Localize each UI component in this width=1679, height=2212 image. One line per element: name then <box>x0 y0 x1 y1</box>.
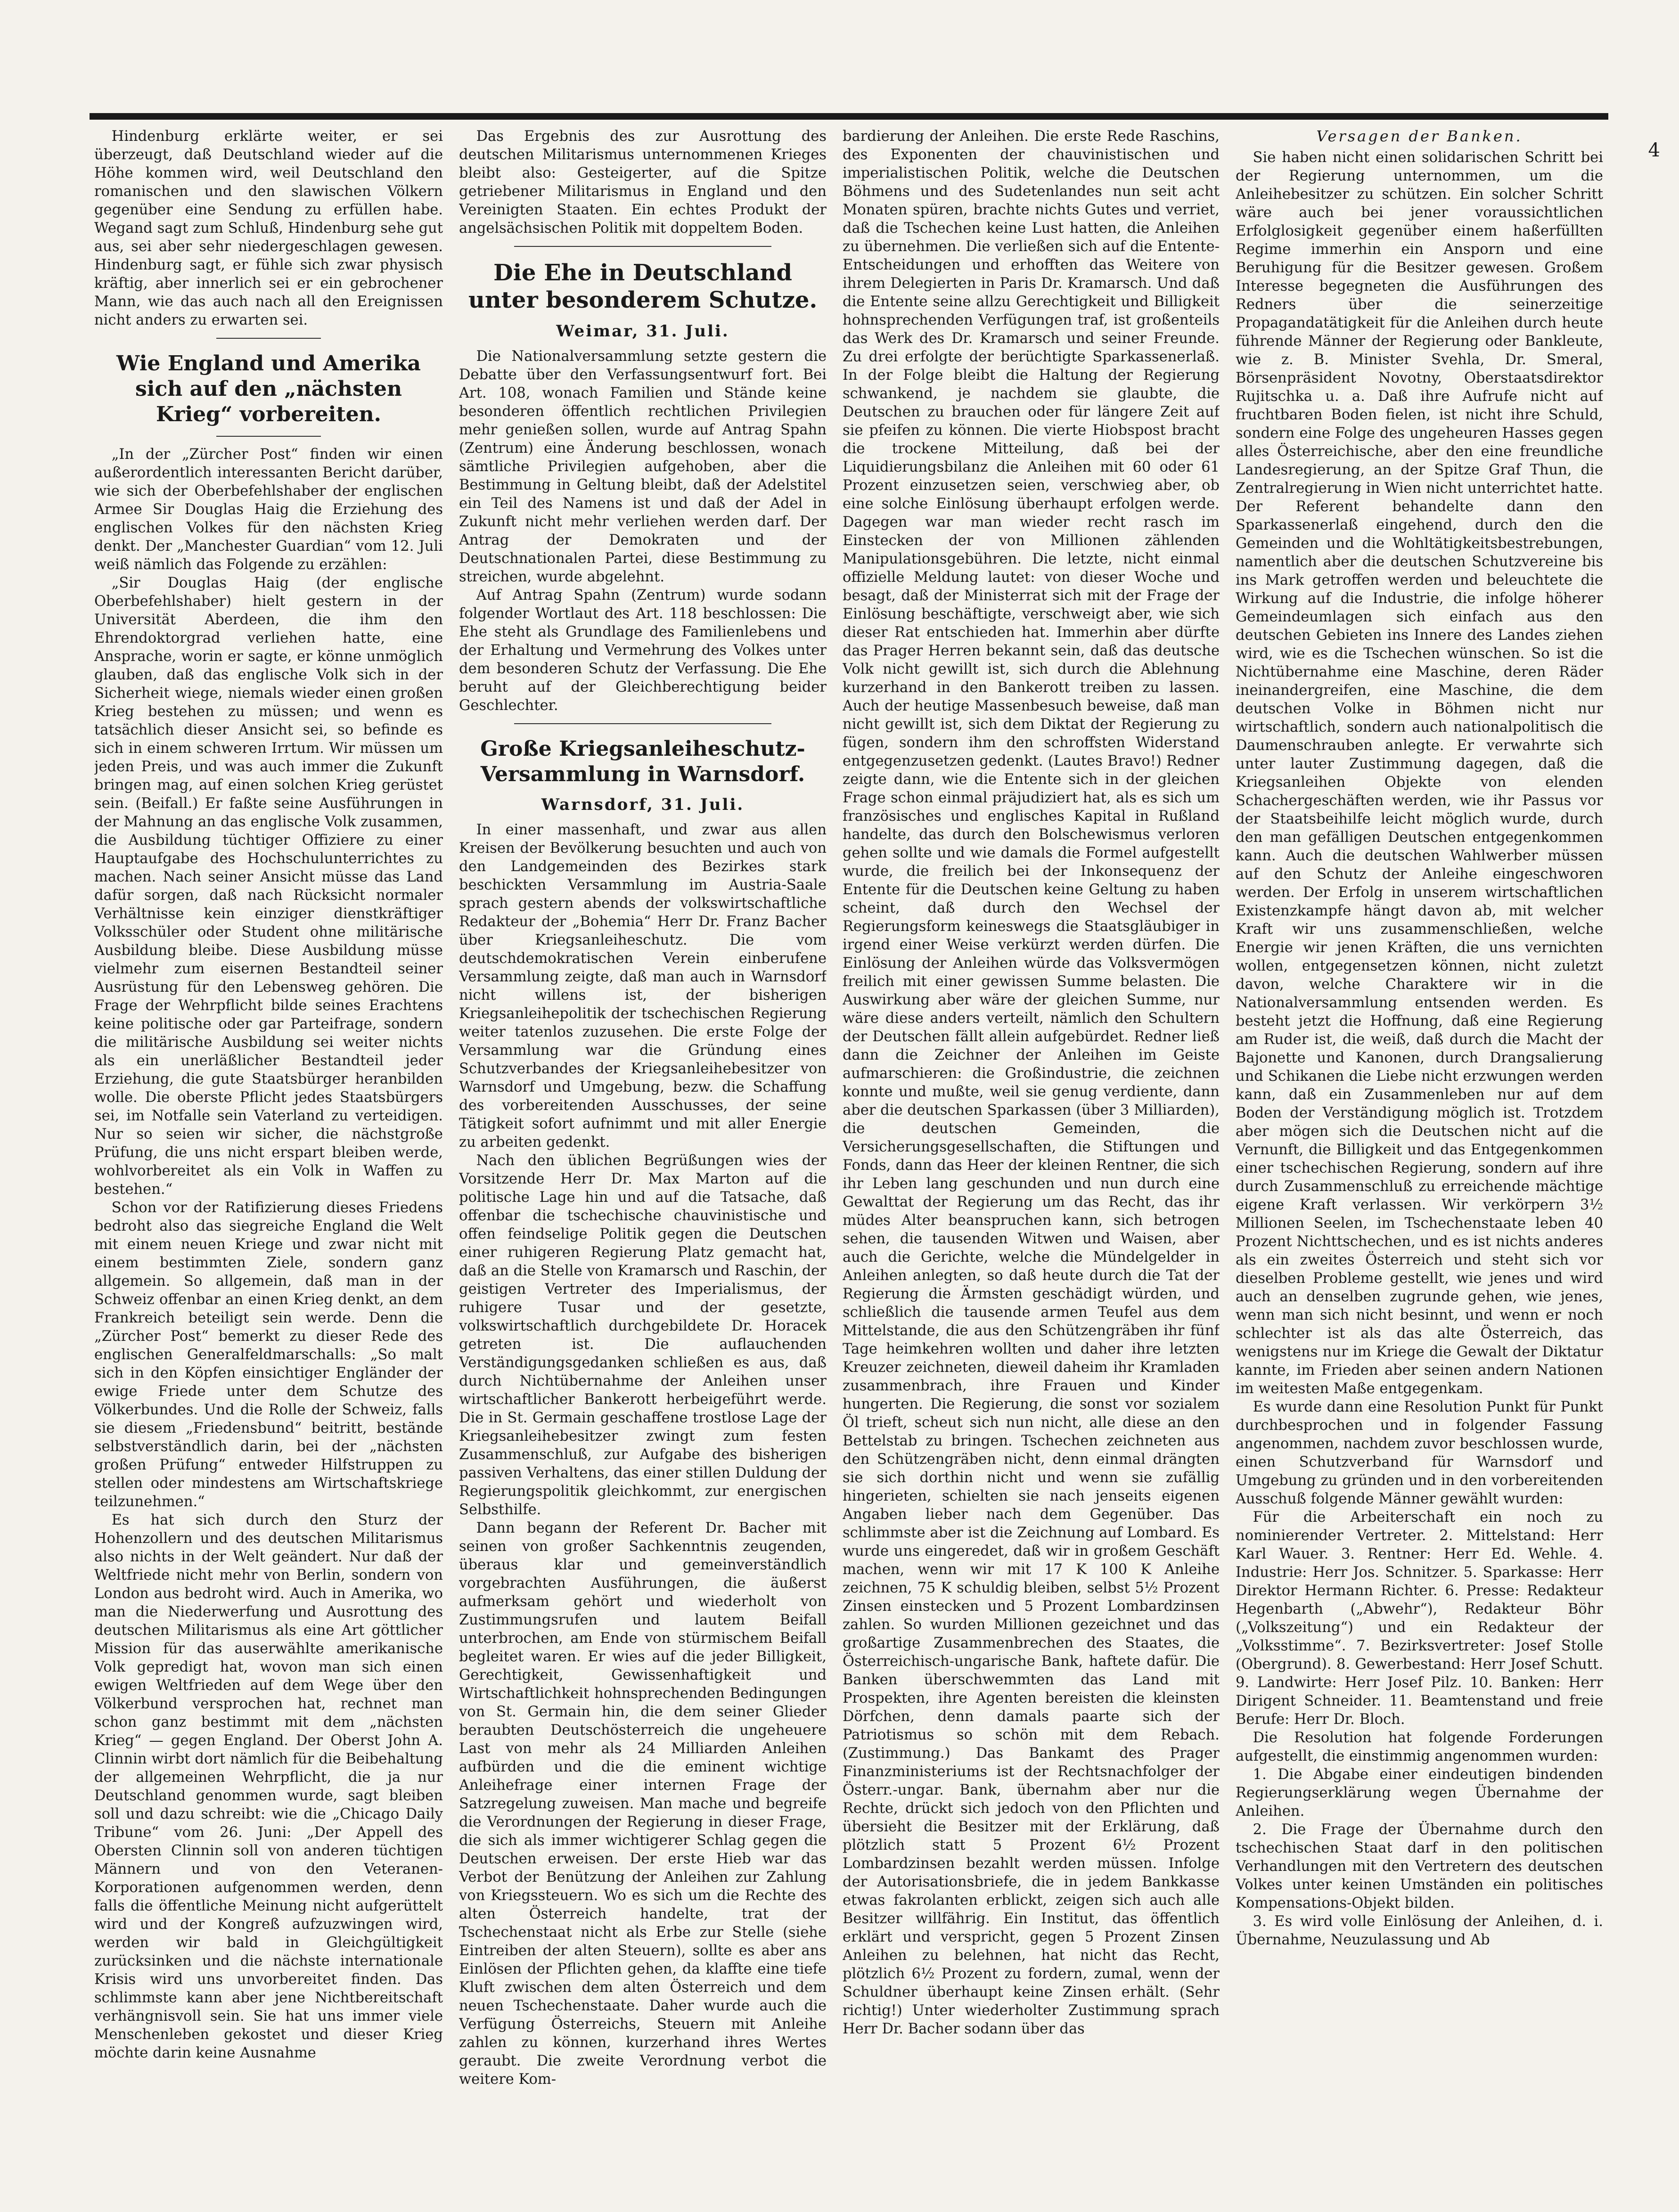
article-heading: Wie England und Amerika sich auf den „nächsten Krieg“ vorbereiten. <box>116 351 421 426</box>
column-4 <box>1236 127 1603 2186</box>
article-paragraph: Die Resolution hat folgende Forderungen aufgestellt, die einstimmig angenommen wurden: <box>1236 1730 1603 1764</box>
columns <box>94 127 1602 2186</box>
article-heading: Große Kriegsanleiheschutz-Versammlung in Warnsdorf. <box>480 737 805 786</box>
article-paragraph: Nach den üblichen Begrüßungen wies der Vorsitzende Herr Dr. Max Marton auf die politische Lage hin und auf die Tatsache, daß offenbar die tschechische chauvinistische und offen feindselige Politik gegen die Deutschen einer ruhigeren Regierung Platz gemacht hat, daß an die Stelle von Kramarsch und Raschin, der geistigen Vertreter des Imperialismus, der ruhigere Tusar und der gesetzte, volkswirtschaftlich durchgebildete Dr. Horacek getreten ist. Die auflauchenden Verständigungsgedanken schließen es aus, daß durch Nichtübernahme der Anleihen unser wirtschaftlicher Bankerott herbeigeführt werde. Die in St. Germain geschaffene trostlose Lage der Kriegsanleihebesitzer zwingt zum festen Zusammenschluß, zur Aufgabe des bisherigen passiven Verhaltens, das einer stillen Duldung der Regierungspolitik gleichkommt, zur energischen Selbsthilfe. <box>459 1152 827 1518</box>
article-paragraph: Für die Arbeiterschaft ein noch zu nominierender Vertreter. 2. Mittelstand: Herr Karl Wauer. 3. Rentner: Herr Ed. Wehle. 4. Industrie: Herr Jos. Schnitzer. 5. Sparkasse: Herr Direktor Hermann Richter. 6. Presse: Redakteur Hegenbarth („Abwehr“), Redakteur Böhr („Volkszeitung“) und ein Redakteur der „Volksstimme“. 7. Bezirksvertreter: Josef Stolle (Obergrund). 8. Gewerbestand: Herr Josef Schutt. 9. Landwirte: Herr Josef Pilz. 10. Banken: Herr Dirigent Schneider. 11. Beamtenstand und freie Berufe: Herr Dr. Bloch. <box>1236 1509 1603 1728</box>
column-1 <box>94 127 443 2186</box>
article-paragraph: 2. Die Frage der Übernahme durch den tschechischen Staat darf in den politischen Verhandlungen mit den Vertretern des deutschen Volkes unter keinen Umständen ein politisches Kompensations-Objekt bilden. <box>1236 1821 1603 1911</box>
column-2 <box>459 127 827 2186</box>
article-paragraph: Sie haben nicht einen solidarischen Schritt bei der Regierung unternommen, um die Anleihebesitzer zu schützen. Ein solcher Schritt wäre auch bei jener voraussichtlichen Erfolglosigkeit gegenüber einem haßerfüllten Regime immerhin ein Ansporn und eine Beruhigung für die Besitzer gewesen. Großem Interesse begegneten die Ausführungen des Redners über die seinerzeitige Propagandatätigkeit für die Anleihen durch heute führende Männer der Regierung oder Bankleute, wie z. B. Minister Svehla, Dr. Smeral, Börsenpräsident Novotny, Oberstaatsdirektor Rujitschka u. a. Daß ihre Aufrufe nicht auf fruchtbaren Boden fielen, ist nicht ihre Schuld, sondern eine Folge des ungeheuren Hasses gegen alles Österreichische, aber den eine freundliche Landesregierung, an der Spitze Graf Thun, die Zentralregierung in Wien nicht unterrichtet hatte. Der Referent behandelte dann den Sparkassenerlaß eingehend, durch den die Gemeinden und die Wohltätigkeitsbestrebungen, namentlich aber die deutschen Schutzvereine bis ins Mark getroffen werden und beleuchtete die Wirkung auf die Industrie, die infolge höherer Gemeindeumlagen sich einfach aus den deutschen Gebieten ins Innere des Landes ziehen wird, wie es die Tschechen wünschen. So ist die Nichtübernahme eine Maschine, deren Räder ineinandergreifen, eine Maschine, die dem deutschen Volke in Böhmen nicht nur wirtschaftlich, sondern auch nationalpolitisch die Daumenschrauben anlegte. Er verwahrte sich unter lauter Zustimmung dagegen, daß die Kriegsanleihen Objekte von elenden Schachergeschäften werden, wie ihr Passus vor der Staatsbeihilfe leicht möglich wurde, durch den man gefälligen Deutschen entgegenkommen kann. Auch die deutschen Wahlwerber müssen auf den Schutz der Anleihe eingeschworen werden. Der Erfolg in unserem wirtschaftlichen Existenzkampfe hängt davon ab, mit welcher Kraft wir uns zusammenschließen, welche Energie wir jenen Kräften, die uns vernichten wollen, entgegensetzen können, nicht zuletzt davon, welche Charaktere wir in die Nationalversammlung entsenden werden. Es besteht jetzt die Hoffnung, daß eine Regierung am Ruder ist, die weiß, daß durch die Macht der Bajonette und Kanonen, durch Drangsalierung und Schikanen die Liebe nicht erzwungen werden kann, daß ein Zusammenleben nur auf dem Boden der Verständigung möglich ist. Trotzdem aber mögen sich die Deutschen nicht auf die Vernunft, die Billigkeit und das Entgegenkommen einer tschechischen Regierung, sondern auf ihre durch Zusammenschluß zu erreichende mächtige eigene Kraft verlassen. Wir verkörpern 3½ Millionen Seelen, im Tschechenstaate leben 40 Prozent Nichttschechen, und es ist nichts anderes als ein zweites Österreich und steht sich vor dieselben Probleme gestellt, wie jenes und wird auch an denselben zugrunde gehen, wie jenes, wenn man sich nicht besinnt, und wenn er noch schlechter ist als das alte Österreich, das wenigstens nur im Kriege die Gewalt der Diktatur kannte, im Frieden aber seinen andern Nationen im weitesten Maße entgegenkam. <box>1236 149 1603 1397</box>
article-paragraph: Hindenburg erklärte weiter, er sei überzeugt, daß Deutschland wieder auf die Höhe kommen wird, weil Deutschland den romanischen und den slawischen Völkern gegenüber eine Sendung zu erfüllen habe. Wegand sagt zum Schluß, Hindenburg sehe gut aus, sei aber sehr niedergeschlagen gewesen. Hindenburg sagt, er fühle sich zwar physisch kräftig, aber innerlich sei er ein gebrochener Mann, wie das auch nach all den Ereignissen nicht anders zu erwarten sei. <box>94 128 443 328</box>
article-heading: Die Ehe in Deutschland unter besonderem Schutze. <box>468 260 818 313</box>
article-paragraph: „In der „Zürcher Post“ finden wir einen außerordentlich interessanten Bericht darüber, wie sich der Oberbefehlshaber der englischen Armee Sir Douglas Haig die Erziehung des englischen Volkes für den nächsten Krieg denkt. Der „Manchester Guardian“ vom 12. Juli weiß nämlich das Folgende zu erzählen: <box>94 446 443 573</box>
section-title: Versagen der Banken. <box>1316 127 1523 145</box>
article-paragraph: Das Ergebnis des zur Ausrottung des deutschen Militarismus unternommenen Krieges bleibt also: Gesteigerter, auf die Spitze getriebener Militarismus in England und den Vereinigten Staaten. Ein echtes Produkt der angelsächsischen Politik mit doppeltem Boden. <box>459 128 827 237</box>
dateline: Weimar, 31. Juli. <box>556 322 729 341</box>
top-rule <box>90 113 1608 120</box>
article-paragraph: Es wurde dann eine Resolution Punkt für Punkt durchbesprochen und in folgender Fassung angenommen, nachdem zuvor beschlossen wurde, einen Schutzverband für Warnsdorf und Umgebung zu gründen und in den vorbereitenden Ausschuß folgende Männer gewählt wurden: <box>1236 1399 1603 1507</box>
article-paragraph: In einer massenhaft, und zwar aus allen Kreisen der Bevölkerung besuchten und auch von den Landgemeinden des Bezirkes stark beschickten Versammlung im Austria-Saale sprach gestern abends der volkswirtschaftliche Redakteur der „Bohemia“ Herr Dr. Franz Bacher über Kriegsanleiheschutz. Die vom deutschdemokratischen Verein einberufene Versammlung zeigte, daß man auch in Warnsdorf nicht willens ist, der bisherigen Kriegsanleihepolitik der tschechischen Regierung weiter tatenlos zuzusehen. Die erste Folge der Versammlung war die Gründung eines Schutzverbandes der Kriegsanleihebesitzer von Warnsdorf und Umgebung, bezw. die Schaffung des vorbereitenden Ausschusses, der seine Tätigkeit sofort aufnimmt und mit aller Energie zu arbeiten gedenkt. <box>459 822 827 1151</box>
article-paragraph: Dann begann der Referent Dr. Bacher mit seinen von großer Sachkenntnis zeugenden, überaus klar und gemeinverständlich vorgebrachten Ausführungen, die äußerst aufmerksam gehört und wiederholt von Zustimmungsrufen und lautem Beifall unterbrochen, am Ende von stürmischem Beifall begleitet waren. Er wies auf die jeder Billigkeit, Gerechtigkeit, Gewissenhaftigkeit und Wirtschaftlichkeit hohnsprechenden Bedingungen von St. Germain hin, die dem seiner Glieder beraubten Deutschösterreich die ungeheuere Last von mehr als 24 Milliarden Anleihen aufbürden und die die eminent wichtige Anleihefrage einer internen Frage der Satzregelung zuweisen. Man mache und begreife die Verordnungen der Regierung in dieser Frage, die sich als immer wichtigerer Schlag gegen die Deutschen erweisen. Der erste Hieb war das Verbot der Benützung der Anleihen zur Zahlung von Kriegssteuern. Wo es sich um die Rechte des alten Österreich handelte, trat der Tschechenstaat nicht als Erbe zur Stelle (siehe Eintreiben der alten Steuern), sollte es aber ans Einlösen der Pflichten gehen, da klaffte eine tiefe Kluft zwischen dem alten Österreich und dem neuen Tschechenstaate. Daher wurde auch die Verfügung Österreichs, Steuern mit Anleihe zahlen zu können, kurzerhand ihres Wertes geraubt. Die zweite Verordnung verbot die weitere Kom- <box>459 1520 827 2088</box>
divider <box>514 246 771 247</box>
divider <box>216 338 321 339</box>
article-paragraph: Schon vor der Ratifizierung dieses Friedens bedroht also das siegreiche England die Welt mit einem neuen Kriege und zwar nicht mit einem bestimmten Ziele, sondern ganz allgemein. So allgemein, daß man in der Schweiz offenbar an einen Krieg denkt, an dem Frankreich beteiligt sein werde. Denn die „Zürcher Post“ bemerkt zu dieser Rede des englischen Generalfeldmarschalls: „So malt sich in den Köpfen einsichtiger Engländer der ewige Friede unter dem Schutze des Völkerbundes. Und die Rolle der Schweiz, falls sie diesem „Friedensbund“ beitritt, bestände selbstverständlich darin, bei der „nächsten großen Prüfung“ entweder Hilfstruppen zu stellen oder mindestens am Wirtschaftskriege teilzunehmen.“ <box>94 1200 443 1510</box>
divider <box>514 723 771 724</box>
article-paragraph: 3. Es wird volle Einlösung der Anleihen, d. i. Übernahme, Neuzulassung und Ab <box>1236 1913 1603 1948</box>
article-paragraph: Auf Antrag Spahn (Zentrum) wurde sodann folgender Wortlaut des Art. 118 beschlossen: Die Ehe steht als Grundlage des Familienlebens und der Erhaltung und Vermehrung des Volkes unter dem besonderen Schutz der Verfassung. Die Ehe beruht auf der Gleichberechtigung beider Geschlechter. <box>459 587 827 714</box>
article-paragraph: Die Nationalversammlung setzte gestern die Debatte über den Verfassungsentwurf fort. Bei Art. 108, wonach Familien und Stände keine besonderen öffentlich rechtlichen Privilegien mehr genießen sollen, wurde auf Antrag Spahn (Zentrum) eine Änderung beschlossen, wonach sämtliche Privilegien aufgehoben, aber die Bestimmung in Geltung bleibt, daß der Adelstitel ein Teil des Namens ist und daß der Adel in Zukunft nicht mehr verliehen werden darf. Der Antrag der Demokraten und der Deutschnationalen Partei, diese Bestimmung zu streichen, wurde abgelehnt. <box>459 348 827 585</box>
article-paragraph: „Sir Douglas Haig (der englische Oberbefehlshaber) hielt gestern in der Universität Aberdeen, die ihm den Ehrendoktorgrad verliehen hatte, eine Ansprache, worin er sagte, er könne unmöglich glauben, daß das englische Volk sich in der Sicherheit wiege, niemals wieder einen großen Krieg bestehen zu müssen; und wenn es tatsächlich dieser Ansicht sei, so befinde es sich in einem schweren Irrtum. Wir müssen um jeden Preis, und was auch immer die Zukunft bringen mag, auf einen solchen Krieg gerüstet sein. (Beifall.) Er faßte seine Ausführungen in der Mahnung an das englische Volk zusammen, die Ausbildung tüchtiger Offiziere zu einer Hauptaufgabe des Hochschulunterrichtes zu machen. Nach seiner Ansicht müsse das Land dafür sorgen, daß nach Rücksicht normaler Verhältnisse kein einziger dienstkräftiger Volksschüler oder Student ohne militärische Ausbildung bleibe. Diese Ausbildung müsse vielmehr zum eisernen Bestandteil seiner Ausrüstung für den Lebensweg gehören. Die Frage der Wehrpflicht bilde seines Erachtens keine politische oder gar Parteifrage, sondern die militärische Ausbildung sei weiter nichts als ein unerläßlicher Bestandteil jeder Erziehung, die gute Staatsbürger heranbilden wolle. Die oberste Pflicht jedes Staatsbürgers sei, im Notfalle sein Vaterland zu verteidigen. Nur so seien wir sicher, die nächstgroße Prüfung, die uns nicht erspart bleiben werde, wohlvorbereitet als ein Volk in Waffen zu bestehen.“ <box>94 575 443 1198</box>
article-paragraph: Es hat sich durch den Sturz der Hohenzollern und des deutschen Militarismus also nichts in der Welt geändert. Nur daß der Weltfriede nicht mehr von Berlin, sondern von London aus bedroht wird. Auch in Amerika, wo man die Niederwerfung und Ausrottung des deutschen Militarismus als eine Art göttlicher Mission für das auserwählte amerikanische Volk gepredigt hat, wovon man sich einen ewigen Weltfrieden auf dem Wege über den Völkerbund versprochen hat, rechnet man schon ganz bestimmt mit dem „nächsten Krieg“ — gegen England. Der Oberst John A. Clinnin wirbt dort nämlich für die Beibehaltung der allgemeinen Wehrpflicht, die ja nur Deutschland genommen wurde, sagt bleiben soll und dazu schreibt: wie die „Chicago Daily Tribune“ vom 26. Juni: „Der Appell des Obersten Clinnin soll von anderen tüchtigen Männern und von den Veteranen-Korporationen aufgenommen werden, denn falls die öffentliche Meinung nicht aufgerüttelt wird und der Kongreß aufzuzwingen wird, werden wir bald in Gleichgültigkeit zurücksinken und die nächste internationale Krisis wird uns unvorbereitet finden. Das schlimmste kann aber jene Nichtbereitschaft verhängnisvoll sein. Sie hat uns immer viele Menschenleben gekostet und dieser Krieg möchte darin keine Ausnahme <box>94 1512 443 2061</box>
divider <box>216 436 321 437</box>
column-3 <box>843 127 1220 2186</box>
dateline: Warnsdorf, 31. Juli. <box>541 795 745 814</box>
page-marker: 4 <box>1648 139 1660 161</box>
article-paragraph: bardierung der Anleihen. Die erste Rede Raschins, des Exponenten der chauvinistischen und imperialistischen Politik, welche die Deutschen Böhmens und des Sudetenlandes nun seit acht Monaten spüren, brachte nichts Gutes und verriet, daß die Tschechen keine Lust hatten, die Anleihen zu übernehmen. Die verließen sich auf die Entente-Entscheidungen und erhofften das Weitere von ihrem Delegierten in Paris Dr. Kramarsch. Und daß die Entente seine allzu Gerechtigkeit und Billigkeit hohnsprechenden Verfügungen traf, ist großenteils das Werk des Dr. Kramarsch und seiner Freunde. Zu drei erfolgte der berüchtigte Sparkassenerlaß. In der Folge bleibt die Haltung der Regierung schwankend, je nachdem sie glaubte, die Deutschen zu brauchen oder für längere Zeit auf sie pfeifen zu können. Die vierte Hiobspost bracht die trockene Mitteilung, daß bei der Liquidierungsbilanz die Anleihen mit 60 oder 61 Prozent einzusetzen seien, verschwieg aber, ob eine solche Einlösung überhaupt erfolgen werde. Dagegen war man wieder recht rasch im Einstecken der von Millionen zählenden Manipulationsgebühren. Die letzte, nicht einmal offizielle Meldung lautet: von dieser Woche und besagt, daß der Ministerrat sich mit der Frage der Einlösung beschäftigte, verschweigt aber, wie sich dieser Rat entschieden hat. Immerhin aber dürfte das Prager Herren bekannt sein, daß das deutsche Volk nicht gewillt ist, sich durch die Ablehnung kurzerhand in den Bankerott treiben zu lassen. Auch der heutige Massenbesuch beweise, daß man nicht gewillt ist, sich dem Diktat der Regierung zu fügen, sondern ihm den schroffsten Widerstand entgegenzusetzen gedenkt. (Lautes Bravo!) Redner zeigte dann, wie die Entente sich in der gleichen Frage schon einmal präjudiziert hat, als es sich um französisches und englisches Kapital in Rußland handelte, das durch den Bolschewismus verloren gehen sollte und wie damals die Formel aufgestellt wurde, die freilich bei der Inkonsequenz der Entente für die Deutschen keine Geltung zu haben scheint, daß durch den Wechsel der Regierungsform keineswegs die Staatsgläubiger in irgend einer Weise verkürzt werden dürfen. Die Einlösung der Anleihen würde das Volksvermögen freilich mit einer gewissen Summe belasten. Die Auswirkung aber wäre der gleichen Summe, nur wäre diese anders verteilt, nämlich den Schultern der Deutschen fällt allein aufgebürdet. Redner ließ dann die Zeichner der Anleihen im Geiste aufmarschieren: die Großindustrie, die zeichnen konnte und mußte, weil sie genug verdiente, dann aber die deutschen Sparkassen (über 3 Milliarden), die deutschen Gemeinden, die Versicherungsgesellschaften, die Stiftungen und Fonds, dann das Heer der kleinen Rentner, die sich ihr Leben lang geschunden und nun durch eine Gewalttat der Regierung um das Recht, das ihr müdes Alter beanspruchen kann, sich betrogen sehen, die tausenden Witwen und Waisen, aber auch die Gerichte, welche die Mündelgelder in Anleihen anlegten, so daß heute durch die Tat der Regierung die Ärmsten geschädigt würden, und schließlich die tausende armen Teufel aus dem Mittelstande, die aus den Schützengräben ihr fünf Tage heimkehren wollten und daher ihre letzten Kreuzer zeichneten, dieweil daheim ihr Kramladen zusammenbrach, ihre Frauen und Kinder hungerten. Die Regierung, die sonst vor sozialem Öl trieft, scheut sich nun nicht, alle diese an den Bettelstab zu bringen. Tschechen zeichneten aus den Schützengräben nicht, denn einmal drängten sie sich dorthin nicht und wenn sie zufällig hingerieten, schielten sie nach jenseits eigenen Angaben lieber nach dem Gegenüber. Das schlimmste aber ist die Zeichnung auf Lombard. Es wurde uns eingeredet, daß wir in großem Geschäft machen, wenn wir mit 17 K 100 K Anleihe zeichnen, 75 K schuldig bleiben, selbst 5½ Prozent Zinsen einstecken und 5 Prozent Lombardzinsen zahlen. So wurden Millionen gezeichnet und das großartige Zusammenbrechen des Staates, die Österreichisch-ungarische Bank, haftete dafür. Die Banken überschwemmten das Land mit Prospekten, ihre Agenten bereisten die kleinsten Dörfchen, denn damals paarte sich der Patriotismus so schön mit dem Rebach. (Zustimmung.) Das Bankamt des Prager Finanzministeriums ist der Rechtsnachfolger der Österr.-ungar. Bank, übernahm aber nur die Rechte, drückt sich jedoch von den Pflichten und übersieht die Besitzer mit der Erklärung, daß plötzlich statt 5 Prozent 6½ Prozent Lombardzinsen bezahlt werden müssen. Infolge der Autorisationsbriefe, die in jedem Bankkasse etwas fakrolanten erblickt, zeigen sich auch alle Besitzer willfährig. Ein Institut, das öffentlich erklärt und verspricht, gegen 5 Prozent Zinsen Anleihen zu belehnen, hat nicht das Recht, plötzlich 6½ Prozent zu fordern, zumal, wenn der Schuldner überhaupt keine Zinsen erhält. (Sehr richtig!) Unter wiederholter Zustimmung sprach Herr Dr. Bacher sodann über das <box>843 128 1220 2037</box>
article-paragraph: 1. Die Abgabe einer eindeutigen bindenden Regierungserklärung wegen Übernahme der Anleihen. <box>1236 1766 1603 1820</box>
